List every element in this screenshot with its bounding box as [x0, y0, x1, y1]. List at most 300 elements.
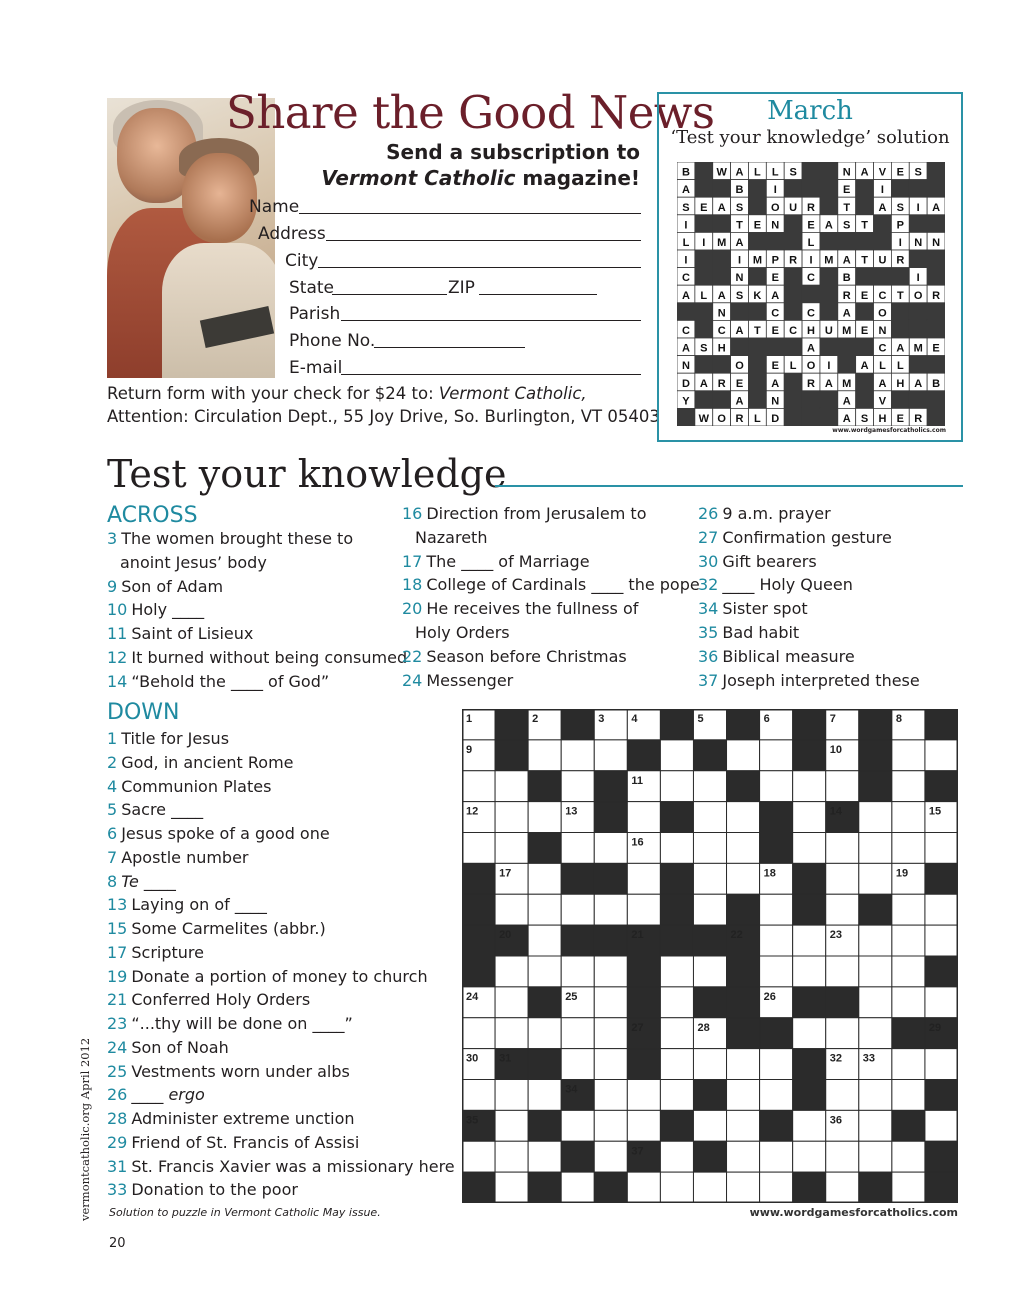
solution-letter: P: [771, 254, 779, 267]
solution-black-square: [695, 303, 713, 321]
answer-square[interactable]: [892, 1172, 925, 1203]
answer-square[interactable]: [495, 1110, 528, 1141]
answer-square[interactable]: [693, 1172, 726, 1203]
solution-black-square: [909, 391, 927, 409]
answer-square[interactable]: [727, 863, 760, 894]
clue-21: [107, 990, 310, 1010]
clue-text: God, in ancient Rome: [121, 752, 294, 772]
black-square: [693, 1080, 726, 1111]
solution-letter: L: [700, 289, 708, 302]
solution-black-square: [731, 338, 749, 356]
clue-number: 31: [107, 1156, 128, 1176]
answer-square[interactable]: [793, 802, 826, 833]
solution-letter: D: [681, 377, 690, 390]
answer-square[interactable]: [561, 833, 594, 864]
answer-square[interactable]: [627, 1110, 660, 1141]
black-square: [925, 1080, 958, 1111]
solution-letter: N: [842, 166, 851, 179]
solution-black-square: [820, 180, 838, 198]
answer-square[interactable]: [693, 833, 726, 864]
solution-letter: E: [735, 377, 744, 390]
solution-black-square: [856, 197, 874, 215]
clue-text: Title for Jesus: [121, 729, 230, 748]
answer-square[interactable]: [925, 740, 958, 771]
answer-square[interactable]: [826, 771, 859, 802]
page-number: 20: [109, 1236, 126, 1251]
solution-black-square: [927, 356, 945, 374]
answer-square[interactable]: [528, 894, 561, 925]
solution-letter: R: [735, 413, 744, 425]
solution-letter: I: [702, 237, 706, 249]
answer-square[interactable]: [826, 1018, 859, 1049]
solution-black-square: [820, 338, 838, 356]
clue-37: [698, 671, 920, 691]
clue-number: 34: [698, 599, 719, 619]
solution-black-square: [820, 303, 838, 321]
clue-text: Confirmation gesture: [722, 527, 892, 547]
answer-square[interactable]: [495, 956, 528, 987]
state-field[interactable]: [332, 294, 447, 295]
address-field[interactable]: [326, 240, 641, 241]
clue-text: Donate a portion of money to church: [131, 966, 428, 986]
grid-number: 34: [565, 1083, 578, 1096]
solution-black-square: [909, 180, 927, 198]
answer-square[interactable]: [528, 956, 561, 987]
solution-black-square: [927, 408, 945, 426]
answer-square[interactable]: [793, 925, 826, 956]
answer-square[interactable]: [495, 771, 528, 802]
clue-number: 11: [107, 624, 128, 644]
answer-square[interactable]: [793, 833, 826, 864]
answer-square[interactable]: [462, 1018, 495, 1049]
answer-square[interactable]: [528, 1018, 561, 1049]
solution-black-square: [891, 180, 909, 198]
black-square: [660, 894, 693, 925]
answer-square[interactable]: [693, 863, 726, 894]
answer-square[interactable]: [660, 833, 693, 864]
black-square: [727, 709, 760, 740]
clue-text: Administer extreme unction: [131, 1109, 355, 1128]
solution-black-square: [856, 303, 874, 321]
answer-square[interactable]: [826, 894, 859, 925]
answer-square[interactable]: [594, 1080, 627, 1111]
answer-square[interactable]: [462, 1141, 495, 1172]
zip-field[interactable]: [479, 294, 597, 295]
clue-35: [698, 623, 799, 643]
answer-square[interactable]: [925, 894, 958, 925]
solution-letter: D: [771, 413, 780, 425]
solution-letter: U: [878, 254, 887, 267]
answer-square[interactable]: [528, 740, 561, 771]
solution-black-square: [874, 232, 892, 250]
clue-number: 8: [107, 871, 118, 891]
answer-square[interactable]: [627, 802, 660, 833]
black-square: [859, 740, 892, 771]
solution-letter: I: [773, 184, 777, 197]
clue-14: [107, 672, 329, 692]
clue-text: Biblical measure: [722, 646, 855, 666]
parish-field[interactable]: [341, 320, 641, 321]
answer-square[interactable]: [925, 833, 958, 864]
black-square: [528, 1172, 561, 1203]
email-field[interactable]: [341, 374, 641, 375]
share-title: Share the Good News: [226, 86, 715, 139]
grid-number: 7: [829, 713, 836, 725]
answer-square[interactable]: [693, 956, 726, 987]
answer-square[interactable]: [859, 987, 892, 1018]
answer-square[interactable]: [892, 802, 925, 833]
answer-square[interactable]: [495, 1018, 528, 1049]
solution-black-square: [802, 391, 820, 409]
answer-square[interactable]: [594, 1110, 627, 1141]
black-square: [528, 833, 561, 864]
clue-number: 35: [698, 623, 719, 642]
grid-number: 29: [928, 1021, 942, 1034]
answer-square[interactable]: [594, 1018, 627, 1049]
clue-text: “Behold the ____ of God”: [131, 671, 330, 691]
grid-number: 3: [598, 713, 605, 725]
answer-square[interactable]: [859, 1080, 892, 1111]
answer-square[interactable]: [660, 956, 693, 987]
solution-letter: I: [809, 254, 813, 267]
solution-letter: E: [843, 184, 851, 197]
answer-square[interactable]: [561, 1018, 594, 1049]
answer-square[interactable]: [760, 956, 793, 987]
send-line-1: Send a subscription to: [386, 140, 640, 164]
clue-number: 36: [698, 646, 719, 666]
answer-square[interactable]: [561, 771, 594, 802]
answer-square[interactable]: [462, 1080, 495, 1111]
clue-text: Some Carmelites (abbr.): [131, 919, 326, 938]
answer-square[interactable]: [660, 987, 693, 1018]
answer-square[interactable]: [495, 894, 528, 925]
answer-square[interactable]: [826, 833, 859, 864]
answer-square[interactable]: [925, 1049, 958, 1080]
answer-square[interactable]: [892, 740, 925, 771]
answer-square[interactable]: [892, 894, 925, 925]
puzzle-url: www.wordgamesforcatholics.com: [749, 1206, 958, 1219]
answer-square[interactable]: [760, 771, 793, 802]
answer-square[interactable]: [693, 1110, 726, 1141]
answer-square[interactable]: [495, 1172, 528, 1203]
solution-letter: V: [878, 166, 887, 179]
solution-black-square: [784, 285, 802, 303]
solution-letter: B: [681, 166, 690, 179]
answer-square[interactable]: [892, 833, 925, 864]
black-square: [660, 1110, 693, 1141]
grid-number: 33: [862, 1052, 876, 1065]
answer-square[interactable]: [528, 1080, 561, 1111]
answer-square[interactable]: [727, 1141, 760, 1172]
answer-square[interactable]: [826, 863, 859, 894]
answer-square[interactable]: [760, 925, 793, 956]
grid-number: 35: [466, 1114, 479, 1127]
answer-square[interactable]: [495, 802, 528, 833]
answer-square[interactable]: [859, 802, 892, 833]
solution-letter: A: [771, 377, 780, 390]
solution-letter: C: [771, 307, 780, 320]
answer-square[interactable]: [561, 956, 594, 987]
answer-square[interactable]: [660, 771, 693, 802]
solution-letter: C: [807, 272, 815, 285]
solution-letter: A: [824, 377, 833, 390]
answer-square[interactable]: [495, 987, 528, 1018]
answer-square[interactable]: [594, 833, 627, 864]
answer-square[interactable]: [660, 1018, 693, 1049]
solution-black-square: [927, 391, 945, 409]
black-square: [495, 709, 528, 740]
answer-square[interactable]: [760, 1049, 793, 1080]
clue-number: 37: [698, 670, 719, 690]
clue-text: Joseph interpreted these: [722, 670, 920, 690]
clue-number: 22: [402, 646, 423, 666]
black-square: [859, 771, 892, 802]
black-square: [528, 1049, 561, 1080]
answer-square[interactable]: [627, 1080, 660, 1111]
answer-square[interactable]: [561, 1110, 594, 1141]
answer-square[interactable]: [693, 894, 726, 925]
clue-text: Vestments worn under albs: [131, 1061, 350, 1081]
solution-letter: M: [842, 377, 852, 390]
answer-square[interactable]: [495, 1080, 528, 1111]
answer-square[interactable]: [727, 833, 760, 864]
solution-black-square: [820, 408, 838, 426]
answer-square[interactable]: [925, 925, 958, 956]
clue-text: Saint of Lisieux: [131, 624, 254, 644]
solution-letter: O: [878, 307, 887, 320]
clue-text: ____ ergo: [131, 1085, 205, 1105]
clue-text: It burned without being consumed: [131, 648, 408, 667]
clue-17: [107, 943, 204, 963]
crossword-grid[interactable]: [462, 709, 958, 1203]
send-line-2: Vermont Catholic magazine!: [321, 166, 640, 190]
answer-square[interactable]: [727, 802, 760, 833]
answer-square[interactable]: [594, 740, 627, 771]
solution-letter: E: [771, 360, 779, 373]
answer-square[interactable]: [925, 1110, 958, 1141]
black-square: [462, 1172, 495, 1203]
solution-black-square: [784, 338, 802, 356]
state-label: State: [289, 278, 334, 298]
address-label: Address: [258, 224, 326, 244]
solution-letter: M: [824, 254, 834, 267]
answer-square[interactable]: [528, 1141, 561, 1172]
solution-letter: L: [807, 237, 815, 249]
solution-black-square: [838, 356, 856, 374]
answer-square[interactable]: [693, 802, 726, 833]
return-line-2: Attention: Circulation Dept., 55 Joy Drive, So. Burlington, VT 05403: [107, 407, 660, 426]
answer-square[interactable]: [561, 1049, 594, 1080]
solution-letter: E: [771, 272, 779, 285]
solution-black-square: [731, 303, 749, 321]
answer-square[interactable]: [892, 1141, 925, 1172]
clue-text: St. Francis Xavier was a missionary here: [131, 1156, 455, 1176]
solution-black-square: [748, 391, 766, 409]
solution-black-square: [927, 162, 945, 180]
answer-square[interactable]: [859, 925, 892, 956]
solution-letter: B: [932, 377, 941, 390]
answer-square[interactable]: [693, 1049, 726, 1080]
answer-square[interactable]: [727, 1172, 760, 1203]
answer-square[interactable]: [727, 1080, 760, 1111]
answer-square[interactable]: [826, 1080, 859, 1111]
answer-square[interactable]: [859, 1110, 892, 1141]
answer-square[interactable]: [561, 1172, 594, 1203]
answer-square[interactable]: [495, 1141, 528, 1172]
solution-letter: B: [842, 272, 851, 285]
answer-square[interactable]: [760, 1080, 793, 1111]
clue-5: [107, 800, 203, 820]
answer-square[interactable]: [859, 863, 892, 894]
solution-black-square: [838, 338, 856, 356]
black-square: [793, 863, 826, 894]
clue-26: [107, 1085, 205, 1105]
black-square: [627, 987, 660, 1018]
clue-36: [698, 647, 855, 667]
answer-square[interactable]: [925, 987, 958, 1018]
grid-number: 36: [829, 1114, 842, 1127]
solution-letter: A: [896, 342, 905, 355]
solution-black-square: [695, 162, 713, 180]
answer-square[interactable]: [727, 1110, 760, 1141]
clue-number: 7: [107, 847, 118, 867]
solution-black-square: [927, 250, 945, 268]
black-square: [727, 956, 760, 987]
answer-square[interactable]: [594, 1049, 627, 1080]
black-square: [660, 802, 693, 833]
solution-letter: A: [735, 395, 744, 408]
answer-square[interactable]: [793, 956, 826, 987]
clue-text: Jesus spoke of a good one: [121, 824, 330, 843]
solution-letter: B: [735, 184, 744, 197]
answer-square[interactable]: [627, 894, 660, 925]
grid-number: 6: [763, 713, 770, 725]
answer-square[interactable]: [528, 802, 561, 833]
clue-number: 32: [698, 575, 719, 595]
answer-square[interactable]: [892, 956, 925, 987]
answer-square[interactable]: [793, 1018, 826, 1049]
answer-square[interactable]: [760, 740, 793, 771]
solution-letter: R: [932, 289, 941, 302]
clue-number: 1: [107, 729, 118, 748]
answer-square[interactable]: [859, 833, 892, 864]
phone-field[interactable]: [374, 347, 525, 348]
black-square: [760, 1110, 793, 1141]
grid-number: 18: [763, 867, 776, 880]
black-square: [660, 925, 693, 956]
solution-letter: A: [824, 219, 833, 232]
city-field[interactable]: [318, 267, 641, 268]
answer-square[interactable]: [826, 1141, 859, 1172]
answer-square[interactable]: [660, 1080, 693, 1111]
clue-text: College of Cardinals ____ the pope: [426, 575, 700, 595]
clue-text: Season before Christmas: [426, 646, 627, 666]
answer-square[interactable]: [892, 771, 925, 802]
answer-square[interactable]: [826, 1172, 859, 1203]
answer-square[interactable]: [892, 987, 925, 1018]
answer-square[interactable]: [859, 1018, 892, 1049]
clue-6: [107, 824, 330, 844]
solution-black-square: [713, 180, 731, 198]
name-field[interactable]: [299, 213, 641, 214]
answer-square[interactable]: [793, 1141, 826, 1172]
answer-square[interactable]: [693, 771, 726, 802]
answer-square[interactable]: [660, 1141, 693, 1172]
answer-square[interactable]: [727, 1049, 760, 1080]
solution-black-square: [748, 338, 766, 356]
solution-black-square: [927, 303, 945, 321]
solution-black-square: [695, 180, 713, 198]
solution-grid: [677, 162, 945, 426]
answer-square[interactable]: [528, 863, 561, 894]
answer-square[interactable]: [528, 925, 561, 956]
solution-black-square: [820, 197, 838, 215]
black-square: [760, 802, 793, 833]
answer-square[interactable]: [594, 1141, 627, 1172]
answer-square[interactable]: [627, 1172, 660, 1203]
answer-square[interactable]: [627, 863, 660, 894]
solution-letter: A: [842, 395, 851, 408]
solution-letter: R: [717, 377, 726, 390]
clue-text: Direction from Jerusalem to: [426, 504, 647, 523]
answer-square[interactable]: [760, 1172, 793, 1203]
solution-black-square: [820, 232, 838, 250]
black-square: [793, 1049, 826, 1080]
clue-number: 14: [107, 671, 128, 691]
clue-number: 25: [107, 1061, 128, 1081]
solution-black-square: [856, 338, 874, 356]
answer-square[interactable]: [495, 833, 528, 864]
black-square: [528, 987, 561, 1018]
black-square: [693, 987, 726, 1018]
solution-letter: S: [843, 219, 851, 232]
answer-square[interactable]: [760, 1141, 793, 1172]
answer-square[interactable]: [660, 1172, 693, 1203]
grid-number: 9: [466, 743, 473, 756]
solution-black-square: [856, 232, 874, 250]
answer-square[interactable]: [892, 925, 925, 956]
clue-number: 16: [402, 504, 423, 523]
answer-square[interactable]: [561, 894, 594, 925]
answer-square[interactable]: [760, 894, 793, 925]
solution-letter: H: [807, 325, 815, 337]
solution-letter: T: [861, 219, 868, 232]
answer-square[interactable]: [793, 1110, 826, 1141]
answer-square[interactable]: [892, 1080, 925, 1111]
answer-square[interactable]: [859, 956, 892, 987]
answer-square[interactable]: [727, 740, 760, 771]
answer-square[interactable]: [660, 1049, 693, 1080]
answer-square[interactable]: [462, 833, 495, 864]
answer-square[interactable]: [660, 740, 693, 771]
solution-letter: M: [752, 254, 762, 267]
answer-square[interactable]: [859, 1141, 892, 1172]
answer-square[interactable]: [826, 956, 859, 987]
answer-square[interactable]: [462, 771, 495, 802]
solution-letter: A: [932, 201, 941, 214]
answer-square[interactable]: [594, 956, 627, 987]
answer-square[interactable]: [793, 771, 826, 802]
clue-text: Te ____: [121, 871, 176, 891]
answer-square[interactable]: [561, 740, 594, 771]
clue-text: “...thy will be done on ____”: [131, 1014, 353, 1033]
answer-square[interactable]: [594, 987, 627, 1018]
answer-square[interactable]: [594, 894, 627, 925]
answer-square[interactable]: [892, 1049, 925, 1080]
black-square: [925, 956, 958, 987]
clue-number: 24: [107, 1037, 128, 1057]
solution-black-square: [766, 338, 784, 356]
